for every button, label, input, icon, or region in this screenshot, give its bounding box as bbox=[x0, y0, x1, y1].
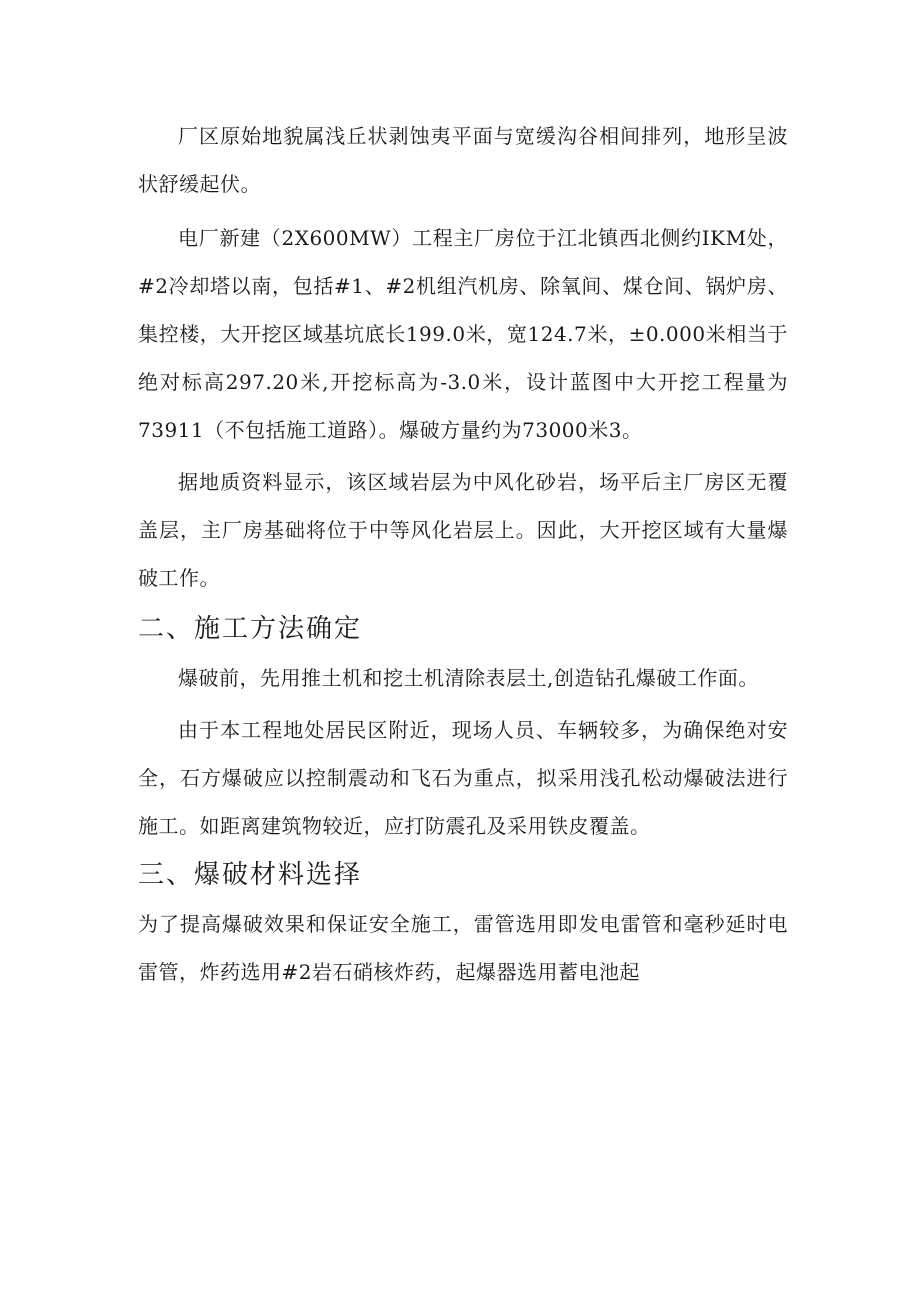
heading-blasting-materials: 三、爆破材料选择 bbox=[138, 860, 363, 890]
heading-construction-method: 二、施工方法确定 bbox=[138, 614, 363, 644]
document-page bbox=[138, 112, 788, 996]
intro-paragraph-terrain: 厂区原始地貌属浅丘状剥蚀夷平面与宽缓沟谷相间排列，地形呈波状舒缓起伏。 bbox=[138, 124, 788, 196]
method-paragraph-preparation: 爆破前，先用推土机和挖土机清除表层土,创造钻孔爆破工作面。 bbox=[178, 666, 759, 690]
materials-paragraph: 为了提高爆破效果和保证安全施工，雷管选用即发电雷管和毫秒延时电雷管，炸药选用#2岩石硝核炸药，起爆器选用蓄电池起 bbox=[138, 912, 788, 984]
intro-paragraph-geology: 据地质资料显示，该区域岩层为中风化砂岩，场平后主厂房区无覆盖层，主厂房基础将位于中等风化岩层上。因此，大开挖区域有大量爆破工作。 bbox=[138, 470, 788, 590]
intro-paragraph-project: 电厂新建（2X600MW）工程主厂房位于江北镇西北侧约IKM处，#2冷却塔以南，包括#1、#2机组汽机房、除氧间、煤仓间、锅炉房、集控楼，大开挖区域基坑底长199.0米，宽124.7米，±0.000米相当于绝对标高297.20米,开挖标高为-3.0米，设计蓝图中大开挖工程量为73911（不包括施工道路）。爆破方量约为73000米3。 bbox=[138, 226, 788, 442]
method-paragraph-safety: 由于本工程地处居民区附近，现场人员、车辆较多，为确保绝对安全，石方爆破应以控制震动和飞石为重点，拟采用浅孔松动爆破法进行施工。如距离建筑物较近，应打防震孔及采用铁皮覆盖。 bbox=[138, 718, 788, 838]
